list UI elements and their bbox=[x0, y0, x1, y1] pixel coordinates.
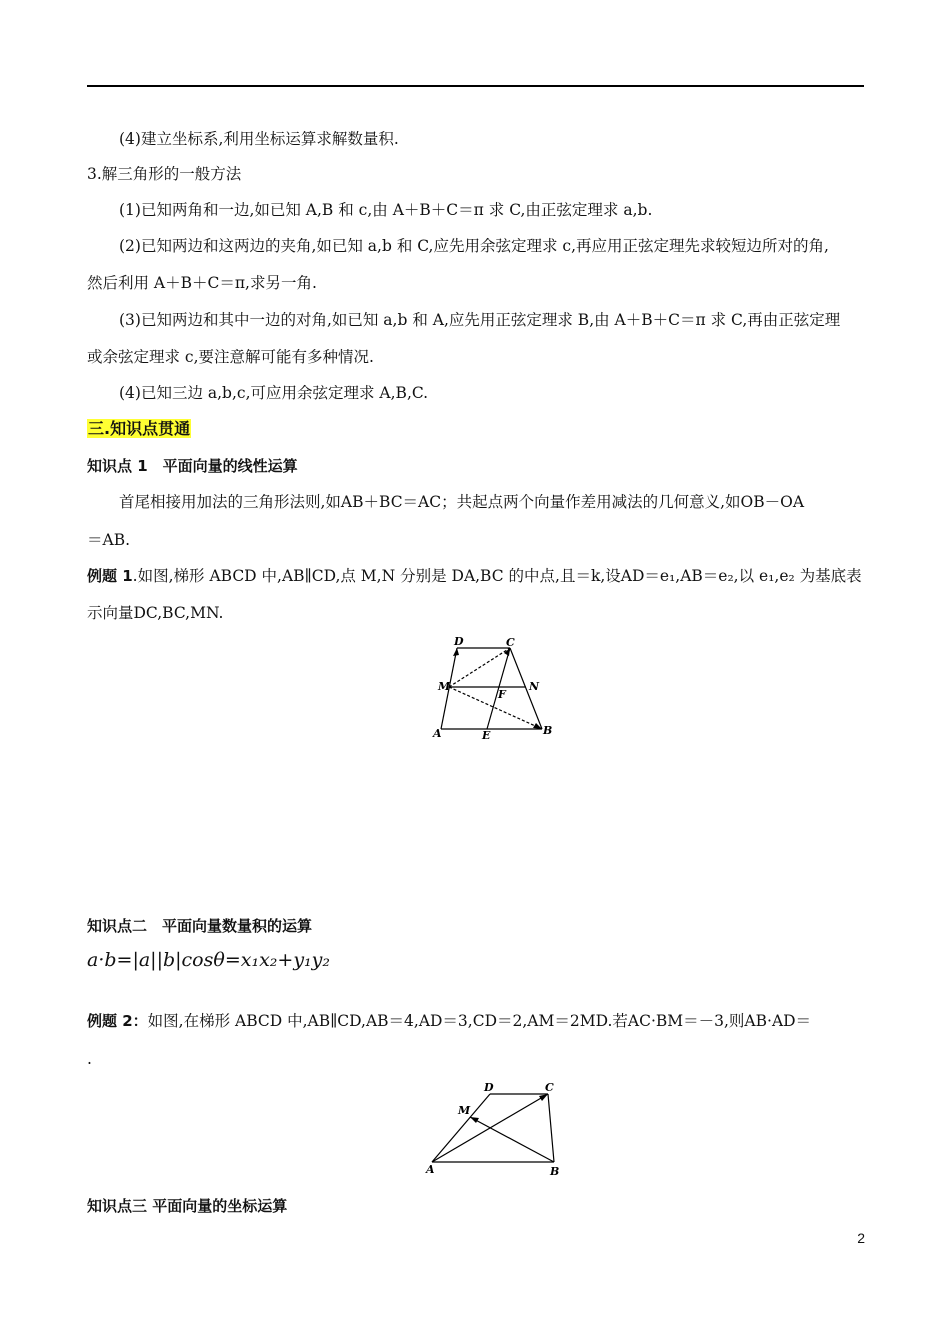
label-M: M bbox=[438, 680, 451, 693]
arrow-head bbox=[504, 648, 510, 656]
page-number: 2 bbox=[857, 1230, 865, 1246]
text-line: 示向量DC,BC,MN. bbox=[87, 604, 224, 622]
arrow-head bbox=[453, 648, 459, 656]
trapezoid-figure-1 bbox=[425, 635, 585, 745]
label-B: B bbox=[550, 1165, 560, 1178]
text-line: 首尾相接用加法的三角形法则,如AB＋BC＝AC；共起点两个向量作差用减法的几何意义,如OB－OA bbox=[119, 493, 805, 511]
kp1-title: 知识点 1 平面向量的线性运算 bbox=[87, 457, 298, 475]
text-line: 3.解三角形的一般方法 bbox=[87, 165, 242, 183]
label-F: F bbox=[498, 688, 506, 701]
header-rule bbox=[87, 85, 864, 87]
trapezoid-figure-2 bbox=[422, 1078, 582, 1178]
label-E: E bbox=[482, 729, 491, 742]
label-A: A bbox=[426, 1163, 435, 1176]
text-line: (3)已知两边和其中一边的对角,如已知 a,b 和 A,应先用正弦定理求 B,由 A＋B＋C＝π 求 C,再由正弦定理 bbox=[119, 311, 841, 329]
section-title: 三.知识点贯通 bbox=[88, 419, 191, 438]
text-line: (1)已知两角和一边,如已知 A,B 和 c,由 A＋B＋C＝π 求 C,由正弦定理求 a,b. bbox=[119, 201, 653, 219]
example1-label: 例题 1 bbox=[87, 567, 133, 585]
example2-line bbox=[87, 1011, 867, 1031]
kp3-title: 知识点三 平面向量的坐标运算 bbox=[87, 1197, 288, 1215]
label-A: A bbox=[433, 727, 442, 740]
label-D: D bbox=[484, 1081, 494, 1094]
arrow-head bbox=[470, 1117, 479, 1123]
text-line: (4)建立坐标系,利用坐标运算求解数量积. bbox=[119, 130, 399, 148]
label-C: C bbox=[506, 636, 515, 649]
label-M: M bbox=[458, 1104, 471, 1117]
text-line: . bbox=[87, 1050, 92, 1068]
text-line: 然后利用 A＋B＋C＝π,求另一角. bbox=[87, 274, 317, 292]
example2-text: 如图,在梯形 ABCD 中,AB∥CD,AB＝4,AD＝3,CD＝2,AM＝2MD.若AC·BM＝－3,则AB·AD＝ bbox=[147, 1012, 812, 1030]
edge-CB bbox=[548, 1094, 554, 1162]
label-C: C bbox=[545, 1081, 554, 1094]
text-line: 或余弦定理求 c,要注意解可能有多种情况. bbox=[87, 348, 374, 366]
segment-BM bbox=[470, 1117, 554, 1162]
text-line: (4)已知三边 a,b,c,可应用余弦定理求 A,B,C. bbox=[119, 384, 429, 402]
label-D: D bbox=[454, 635, 464, 648]
example2-label: 例题 2： bbox=[87, 1012, 148, 1030]
label-B: B bbox=[543, 724, 553, 737]
label-N: N bbox=[529, 680, 540, 693]
example1-text: .如图,梯形 ABCD 中,AB∥CD,点 M,N 分别是 DA,BC 的中点,且＝k,设AD＝e₁,AB＝e₂,以 e₁,e₂ 为基底表 bbox=[132, 567, 862, 585]
section-heading bbox=[87, 419, 867, 439]
dot-product-formula: a·b=|a||b|cosθ=x₁x₂+y₁y₂ bbox=[87, 949, 331, 971]
text-line: (2)已知两边和这两边的夹角,如已知 a,b 和 C,应先用余弦定理求 c,再应用正弦定理先求较短边所对的角, bbox=[119, 237, 829, 255]
kp2-title: 知识点二 平面向量数量积的运算 bbox=[87, 917, 313, 935]
arrow-head bbox=[539, 1094, 548, 1101]
example1-line bbox=[87, 566, 867, 586]
text-line: ＝AB. bbox=[87, 531, 131, 549]
